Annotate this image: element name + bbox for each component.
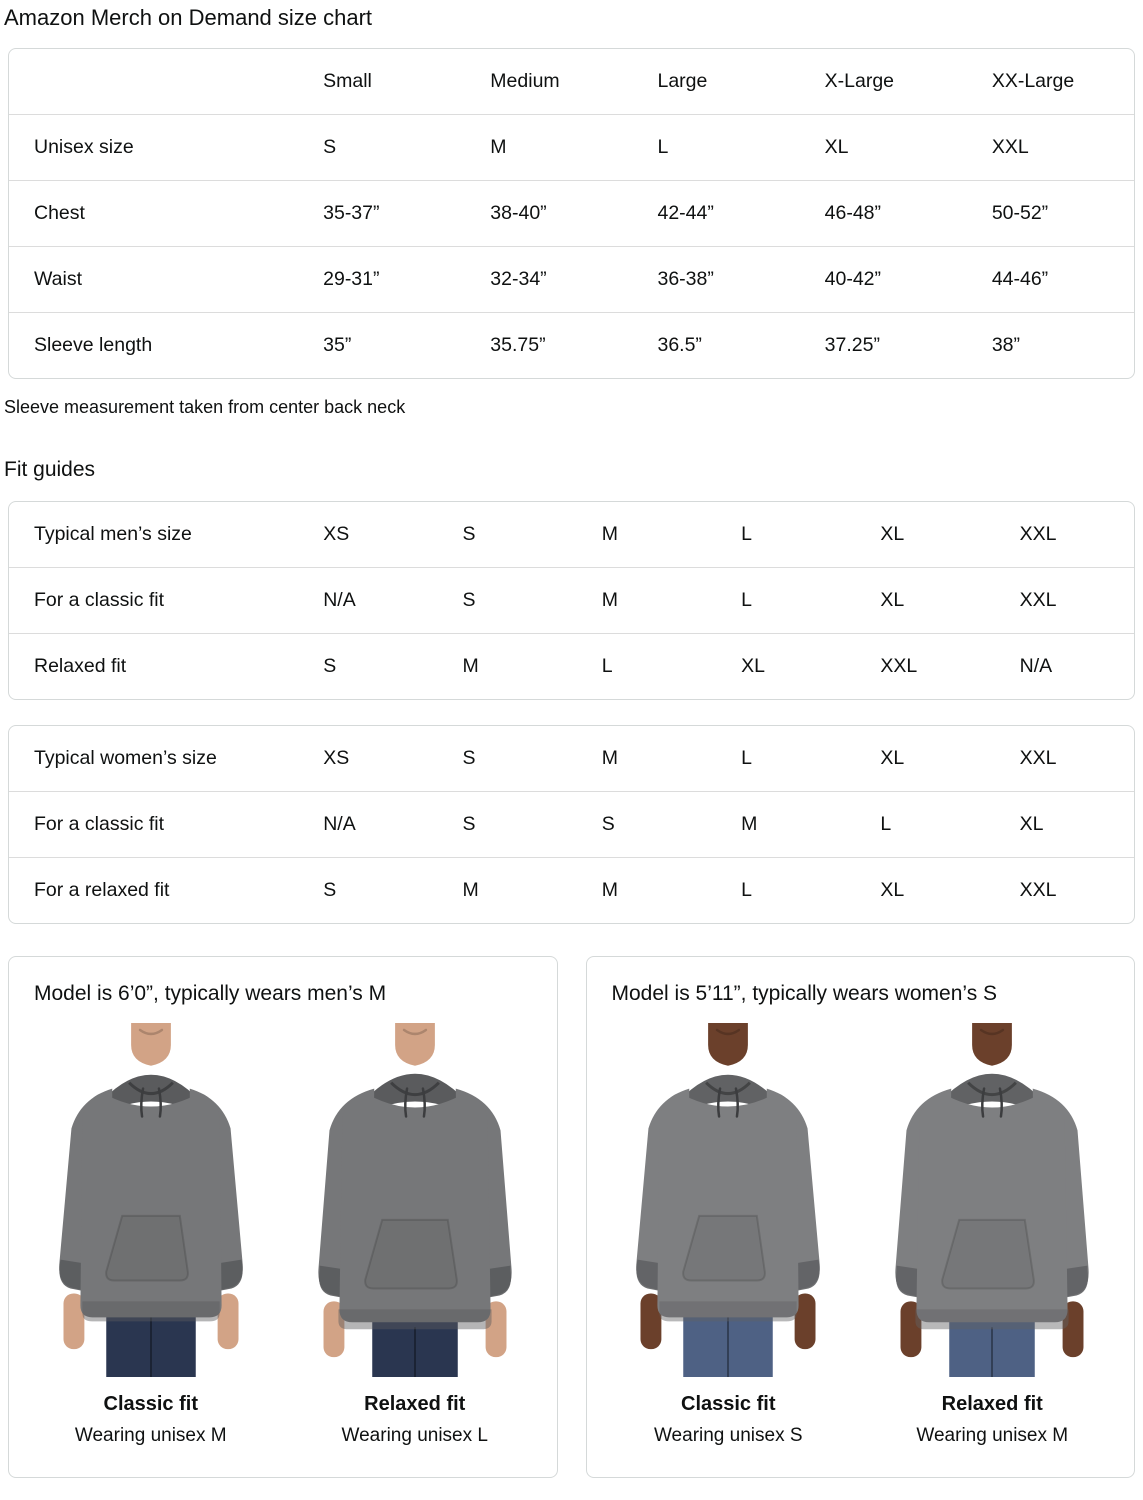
size-cell: M xyxy=(601,747,619,769)
size-cell: M xyxy=(716,791,855,857)
row-label: Chest xyxy=(9,180,298,246)
size-chart-header-row xyxy=(9,49,1134,114)
mens-model-card-title: Model is 6’0”, typically wears men’s M xyxy=(34,982,387,1005)
male-model-classic-photo xyxy=(26,1023,276,1377)
table-row-typical-mens-size xyxy=(9,502,1134,567)
size-cell: XXL xyxy=(1019,747,1057,769)
size-cell: 32-34” xyxy=(465,246,632,312)
size-cell: XXL xyxy=(1019,523,1057,545)
size-cell: 29-31” xyxy=(298,246,465,312)
size-cell: N/A xyxy=(298,791,437,857)
size-cell: L xyxy=(716,857,855,923)
table-row-waist xyxy=(9,246,1134,312)
table-row-typical-womens-size xyxy=(9,726,1134,791)
female-model-classic-photo xyxy=(603,1023,853,1377)
size-cell: 42-44” xyxy=(632,180,799,246)
column-header-xx-large: XX-Large xyxy=(991,70,1075,92)
size-cell: S xyxy=(462,747,476,769)
size-cell: XS xyxy=(323,747,350,769)
size-cell: XS xyxy=(323,523,350,545)
size-cell: XL xyxy=(855,567,994,633)
size-cell: XXL xyxy=(995,857,1134,923)
wearing-label: Wearing unisex M xyxy=(916,1425,1069,1446)
table-row-womens-relaxed-fit xyxy=(9,857,1134,923)
size-cell: M xyxy=(465,114,632,180)
size-cell: S xyxy=(298,857,437,923)
size-cell: 50-52” xyxy=(967,180,1134,246)
size-cell: 38” xyxy=(967,312,1134,378)
size-cell: L xyxy=(855,791,994,857)
photo-caption xyxy=(867,1393,1117,1447)
size-cell: L xyxy=(577,633,716,699)
size-cell: L xyxy=(716,567,855,633)
blank-header-cell xyxy=(9,49,298,114)
row-label: For a classic fit xyxy=(9,567,298,633)
fit-label: Relaxed fit xyxy=(364,1393,466,1415)
womens-model-card-title: Model is 5’11”, typically wears women’s S xyxy=(611,982,998,1005)
size-cell: 46-48” xyxy=(800,180,967,246)
size-cell: 36-38” xyxy=(632,246,799,312)
page-title: Amazon Merch on Demand size chart xyxy=(4,5,373,30)
column-header-medium: Medium xyxy=(490,70,560,92)
size-cell: XL xyxy=(995,791,1134,857)
fit-label: Relaxed fit xyxy=(941,1393,1043,1415)
size-cell: S xyxy=(298,114,465,180)
size-cell: XXL xyxy=(995,567,1134,633)
womens-model-card xyxy=(586,956,1136,1478)
column-header-x-large: X-Large xyxy=(824,70,895,92)
size-cell: 35-37” xyxy=(298,180,465,246)
row-label: Typical men’s size xyxy=(34,523,192,545)
size-cell: 38-40” xyxy=(465,180,632,246)
hoodie-figure xyxy=(59,1023,242,1377)
size-cell: 36.5” xyxy=(632,312,799,378)
fit-label: Classic fit xyxy=(681,1393,776,1415)
size-cell: 35.75” xyxy=(465,312,632,378)
sleeve-measurement-note: Sleeve measurement taken from center back neck xyxy=(4,397,406,417)
table-row-unisex-size xyxy=(9,114,1134,180)
mens-fit-guide-table xyxy=(8,501,1135,700)
size-cell: L xyxy=(632,114,799,180)
womens-relaxed-fit-figure xyxy=(867,1023,1117,1447)
size-cell: 40-42” xyxy=(800,246,967,312)
table-row-sleeve-length xyxy=(9,312,1134,378)
row-label: Sleeve length xyxy=(9,312,298,378)
size-cell: 35” xyxy=(298,312,465,378)
column-header-large: Large xyxy=(657,70,708,92)
row-label: For a relaxed fit xyxy=(9,857,298,923)
wearing-label: Wearing unisex M xyxy=(74,1425,227,1446)
size-cell: 37.25” xyxy=(800,312,967,378)
size-cell: M xyxy=(601,523,619,545)
hoodie-figure xyxy=(637,1023,820,1377)
size-cell: XL xyxy=(800,114,967,180)
womens-photos-row xyxy=(597,1023,1125,1447)
size-cell: L xyxy=(741,523,752,545)
size-cell: L xyxy=(741,747,752,769)
male-model-relaxed-photo xyxy=(290,1023,540,1377)
female-model-relaxed-photo xyxy=(867,1023,1117,1377)
mens-model-card xyxy=(8,956,558,1478)
size-cell: S xyxy=(437,567,576,633)
size-cell: XXL xyxy=(967,114,1134,180)
row-label: Waist xyxy=(9,246,298,312)
size-cell: N/A xyxy=(995,633,1134,699)
size-cell: S xyxy=(577,791,716,857)
row-label: Relaxed fit xyxy=(9,633,298,699)
model-cards-row xyxy=(8,956,1135,1478)
mens-relaxed-fit-figure xyxy=(290,1023,540,1447)
table-row-womens-classic-fit xyxy=(9,791,1134,857)
hoodie-figure xyxy=(318,1023,511,1377)
size-cell: S xyxy=(298,633,437,699)
size-cell: XL xyxy=(716,633,855,699)
fit-guides-heading: Fit guides xyxy=(4,458,96,481)
womens-classic-fit-figure xyxy=(603,1023,853,1447)
size-cell: 44-46” xyxy=(967,246,1134,312)
row-label: Unisex size xyxy=(9,114,298,180)
column-header-small: Small xyxy=(323,70,372,92)
row-label: For a classic fit xyxy=(9,791,298,857)
size-cell: XL xyxy=(855,857,994,923)
photo-caption xyxy=(26,1393,276,1447)
size-cell: M xyxy=(577,857,716,923)
photo-caption xyxy=(290,1393,540,1447)
size-cell: S xyxy=(437,791,576,857)
size-cell: N/A xyxy=(298,567,437,633)
hoodie-figure xyxy=(896,1023,1089,1377)
fit-label: Classic fit xyxy=(103,1393,198,1415)
size-cell: M xyxy=(577,567,716,633)
table-row-chest xyxy=(9,180,1134,246)
size-cell: XXL xyxy=(855,633,994,699)
table-row-mens-relaxed-fit xyxy=(9,633,1134,699)
table-row-mens-classic-fit xyxy=(9,567,1134,633)
photo-caption xyxy=(603,1393,853,1447)
wearing-label: Wearing unisex S xyxy=(653,1425,803,1446)
size-chart-table xyxy=(8,48,1135,379)
size-cell: M xyxy=(437,857,576,923)
womens-fit-guide-table xyxy=(8,725,1135,924)
row-label: Typical women’s size xyxy=(34,747,217,769)
mens-photos-row xyxy=(19,1023,547,1447)
wearing-label: Wearing unisex L xyxy=(341,1425,488,1446)
size-cell: M xyxy=(437,633,576,699)
size-cell: XL xyxy=(880,523,905,545)
size-cell: XL xyxy=(880,747,905,769)
mens-classic-fit-figure xyxy=(26,1023,276,1447)
size-cell: S xyxy=(462,523,476,545)
